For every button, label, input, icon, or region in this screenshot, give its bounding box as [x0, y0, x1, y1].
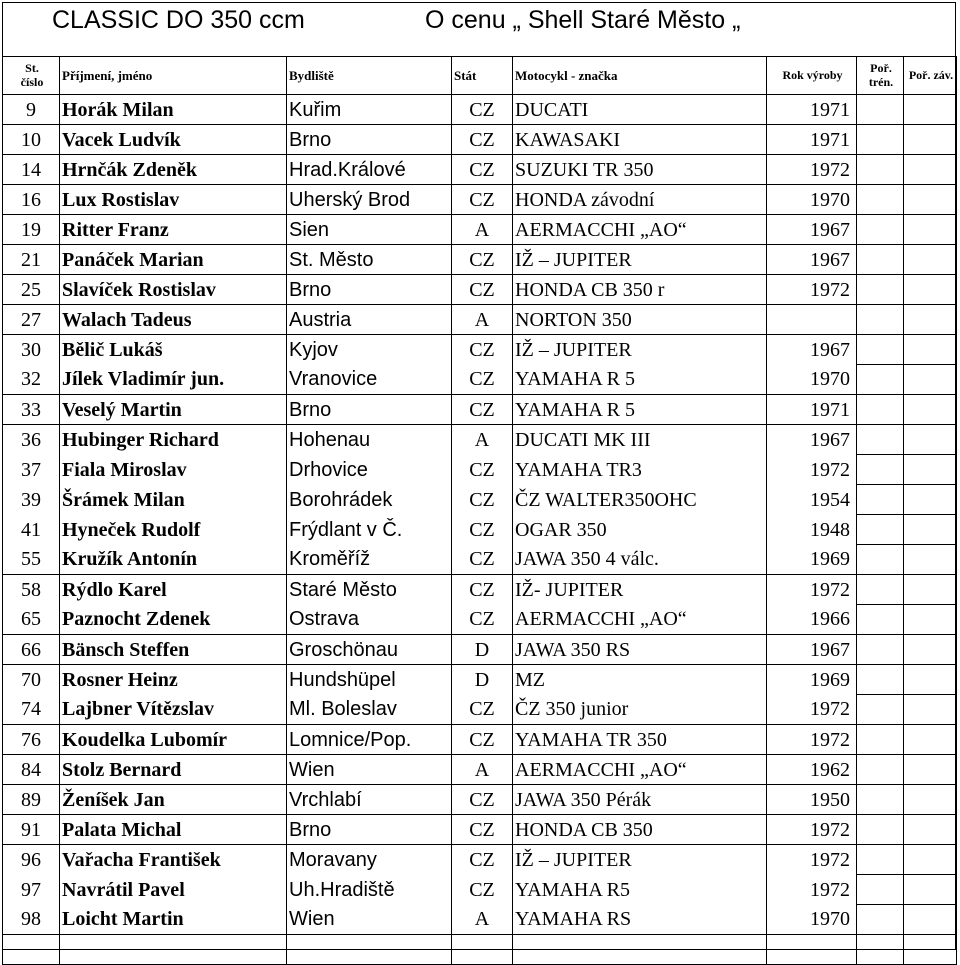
- col-header-city: Bydliště: [287, 57, 452, 95]
- production-year: 1970: [767, 365, 857, 395]
- training-order: [857, 875, 904, 905]
- motorcycle-brand: ČZ 350 junior: [513, 695, 767, 725]
- training-order: [857, 185, 904, 215]
- rider-city: Groschönau: [287, 635, 452, 665]
- race-order: [904, 95, 957, 125]
- entry-number: 98: [3, 905, 60, 935]
- rider-state: CZ: [452, 125, 513, 155]
- table-row: [3, 395, 957, 425]
- rider-city: Vranovice: [287, 365, 452, 395]
- motorcycle-brand: NORTON 350: [513, 305, 767, 335]
- production-year: 1972: [767, 815, 857, 845]
- rider-name: Lux Rostislav: [60, 185, 287, 215]
- rider-city: Moravany: [287, 845, 452, 875]
- training-order: [857, 605, 904, 635]
- rider-state: CZ: [452, 785, 513, 815]
- race-order: [904, 575, 957, 605]
- table-row: [3, 785, 957, 815]
- entry-number: 25: [3, 275, 60, 305]
- col-header-race-order: Poř. záv.: [904, 57, 957, 95]
- race-order: [904, 395, 957, 425]
- table-row: [3, 725, 957, 755]
- motorcycle-brand: HONDA CB 350 r: [513, 275, 767, 305]
- production-year: [767, 305, 857, 335]
- rider-name: Walach Tadeus: [60, 305, 287, 335]
- training-order: [857, 695, 904, 725]
- race-order: [904, 785, 957, 815]
- production-year: 1972: [767, 725, 857, 755]
- rider-name: Vařacha František: [60, 845, 287, 875]
- rider-name: Vacek Ludvík: [60, 125, 287, 155]
- rider-state: A: [452, 425, 513, 455]
- race-order: [904, 455, 957, 485]
- table-row: [3, 125, 957, 155]
- table-row: [3, 245, 957, 275]
- training-order: [857, 125, 904, 155]
- empty-cell: [904, 935, 957, 965]
- rider-name: Hrnčák Zdeněk: [60, 155, 287, 185]
- training-order: [857, 725, 904, 755]
- race-order: [904, 605, 957, 635]
- race-order: [904, 245, 957, 275]
- rider-name: Rýdlo Karel: [60, 575, 287, 605]
- motorcycle-brand: DUCATI MK III: [513, 425, 767, 455]
- col-header-state: Stát: [452, 57, 513, 95]
- table-row: [3, 815, 957, 845]
- rider-name: Kružík Antonín: [60, 545, 287, 575]
- training-order: [857, 365, 904, 395]
- table-row: [3, 605, 957, 635]
- empty-cell: [857, 935, 904, 965]
- table-row: [3, 275, 957, 305]
- training-order: [857, 215, 904, 245]
- motorcycle-brand: YAMAHA RS: [513, 905, 767, 935]
- rider-state: CZ: [452, 545, 513, 575]
- empty-cell: [60, 935, 287, 965]
- race-order: [904, 305, 957, 335]
- rider-state: CZ: [452, 845, 513, 875]
- entry-number: 37: [3, 455, 60, 485]
- rider-name: Jílek Vladimír jun.: [60, 365, 287, 395]
- training-order: [857, 545, 904, 575]
- training-order: [857, 665, 904, 695]
- rider-name: Lajbner Vítězslav: [60, 695, 287, 725]
- entry-number: 21: [3, 245, 60, 275]
- training-order: [857, 455, 904, 485]
- table-row: [3, 95, 957, 125]
- motorcycle-brand: OGAR 350: [513, 515, 767, 545]
- rider-state: A: [452, 305, 513, 335]
- training-order: [857, 245, 904, 275]
- rider-city: Brno: [287, 395, 452, 425]
- motorcycle-brand: DUCATI: [513, 95, 767, 125]
- race-order: [904, 725, 957, 755]
- rider-state: CZ: [452, 695, 513, 725]
- rider-state: CZ: [452, 455, 513, 485]
- empty-cell: [3, 935, 60, 965]
- rider-city: Borohrádek: [287, 485, 452, 515]
- production-year: 1962: [767, 755, 857, 785]
- table-row: [3, 665, 957, 695]
- rider-city: Brno: [287, 275, 452, 305]
- rider-name: Rosner Heinz: [60, 665, 287, 695]
- training-order: [857, 755, 904, 785]
- race-order: [904, 875, 957, 905]
- motorcycle-brand: AERMACCHI „AO“: [513, 605, 767, 635]
- table-row-empty: [3, 935, 957, 965]
- motorcycle-brand: IŽ – JUPITER: [513, 245, 767, 275]
- race-order: [904, 635, 957, 665]
- rider-name: Loicht Martin: [60, 905, 287, 935]
- entry-number: 84: [3, 755, 60, 785]
- rider-city: Staré Město: [287, 575, 452, 605]
- rider-name: Bänsch Steffen: [60, 635, 287, 665]
- table-row: [3, 545, 957, 575]
- production-year: 1972: [767, 155, 857, 185]
- production-year: 1967: [767, 635, 857, 665]
- class-title: CLASSIC DO 350 ccm: [52, 6, 305, 34]
- table-row: [3, 905, 957, 935]
- production-year: 1971: [767, 395, 857, 425]
- production-year: 1950: [767, 785, 857, 815]
- production-year: 1970: [767, 185, 857, 215]
- production-year: 1972: [767, 875, 857, 905]
- entry-number: 89: [3, 785, 60, 815]
- entry-number: 97: [3, 875, 60, 905]
- production-year: 1967: [767, 425, 857, 455]
- production-year: 1969: [767, 545, 857, 575]
- motorcycle-brand: ČZ WALTER350OHC: [513, 485, 767, 515]
- table-row: [3, 695, 957, 725]
- rider-state: CZ: [452, 185, 513, 215]
- race-order: [904, 335, 957, 365]
- table-row: [3, 425, 957, 455]
- col-header-training-order: Poř. trén.: [857, 57, 904, 95]
- motorcycle-brand: JAWA 350 Pérák: [513, 785, 767, 815]
- motorcycle-brand: HONDA závodní: [513, 185, 767, 215]
- production-year: 1972: [767, 695, 857, 725]
- table-row: [3, 455, 957, 485]
- rider-city: St. Město: [287, 245, 452, 275]
- col-header-name: Příjmení, jméno: [60, 57, 287, 95]
- rider-state: CZ: [452, 605, 513, 635]
- production-year: 1967: [767, 335, 857, 365]
- col-header-year: Rok výroby: [767, 57, 857, 95]
- rider-state: CZ: [452, 485, 513, 515]
- entry-number: 41: [3, 515, 60, 545]
- race-order: [904, 545, 957, 575]
- race-order: [904, 155, 957, 185]
- production-year: 1970: [767, 905, 857, 935]
- training-order: [857, 575, 904, 605]
- rider-state: CZ: [452, 365, 513, 395]
- rider-state: CZ: [452, 815, 513, 845]
- training-order: [857, 845, 904, 875]
- motorcycle-brand: IŽ- JUPITER: [513, 575, 767, 605]
- rider-city: Ostrava: [287, 605, 452, 635]
- race-order: [904, 485, 957, 515]
- production-year: 1967: [767, 245, 857, 275]
- table-row: [3, 485, 957, 515]
- training-order: [857, 485, 904, 515]
- rider-name: Koudelka Lubomír: [60, 725, 287, 755]
- entry-number: 19: [3, 215, 60, 245]
- motorcycle-brand: SUZUKI TR 350: [513, 155, 767, 185]
- rider-state: CZ: [452, 575, 513, 605]
- entry-number: 39: [3, 485, 60, 515]
- training-order: [857, 275, 904, 305]
- table-row: [3, 515, 957, 545]
- rider-state: CZ: [452, 335, 513, 365]
- col-header-motorcycle: Motocykl - značka: [513, 57, 767, 95]
- training-order: [857, 785, 904, 815]
- table-row: [3, 155, 957, 185]
- training-order: [857, 905, 904, 935]
- rider-state: CZ: [452, 515, 513, 545]
- rider-name: Ženíšek Jan: [60, 785, 287, 815]
- race-order: [904, 275, 957, 305]
- empty-cell: [767, 935, 857, 965]
- rider-name: Hubinger Richard: [60, 425, 287, 455]
- rider-state: CZ: [452, 155, 513, 185]
- rider-name: Stolz Bernard: [60, 755, 287, 785]
- rider-state: CZ: [452, 95, 513, 125]
- training-order: [857, 515, 904, 545]
- motorcycle-brand: YAMAHA TR 350: [513, 725, 767, 755]
- rider-state: A: [452, 215, 513, 245]
- entry-number: 32: [3, 365, 60, 395]
- production-year: 1971: [767, 95, 857, 125]
- race-order: [904, 125, 957, 155]
- rider-state: CZ: [452, 275, 513, 305]
- rider-city: Austria: [287, 305, 452, 335]
- motorcycle-brand: JAWA 350 RS: [513, 635, 767, 665]
- entry-table: [2, 56, 957, 965]
- entry-number: 58: [3, 575, 60, 605]
- entry-number: 96: [3, 845, 60, 875]
- motorcycle-brand: YAMAHA R 5: [513, 365, 767, 395]
- production-year: 1972: [767, 845, 857, 875]
- rider-city: Hundshüpel: [287, 665, 452, 695]
- rider-city: Uherský Brod: [287, 185, 452, 215]
- entry-number: 70: [3, 665, 60, 695]
- rider-city: Ml. Boleslav: [287, 695, 452, 725]
- rider-city: Lomnice/Pop.: [287, 725, 452, 755]
- race-order: [904, 515, 957, 545]
- race-order: [904, 755, 957, 785]
- entry-number: 36: [3, 425, 60, 455]
- empty-cell: [287, 935, 452, 965]
- col-header-number: St. číslo: [3, 57, 60, 95]
- entry-number: 76: [3, 725, 60, 755]
- rider-name: Panáček Marian: [60, 245, 287, 275]
- production-year: 1972: [767, 275, 857, 305]
- rider-name: Horák Milan: [60, 95, 287, 125]
- rider-name: Navrátil Pavel: [60, 875, 287, 905]
- entry-number: 30: [3, 335, 60, 365]
- empty-cell: [452, 935, 513, 965]
- entry-number: 27: [3, 305, 60, 335]
- rider-name: Ritter Franz: [60, 215, 287, 245]
- table-row: [3, 335, 957, 365]
- race-title: O cenu „ Shell Staré Město „: [425, 6, 741, 34]
- training-order: [857, 395, 904, 425]
- entry-number: 14: [3, 155, 60, 185]
- rider-state: CZ: [452, 245, 513, 275]
- rider-city: Kyjov: [287, 335, 452, 365]
- table-row: [3, 575, 957, 605]
- motorcycle-brand: IŽ – JUPITER: [513, 335, 767, 365]
- entry-number: 91: [3, 815, 60, 845]
- training-order: [857, 815, 904, 845]
- production-year: 1967: [767, 215, 857, 245]
- race-order: [904, 185, 957, 215]
- production-year: 1971: [767, 125, 857, 155]
- rider-state: CZ: [452, 395, 513, 425]
- rider-name: Palata Michal: [60, 815, 287, 845]
- rider-name: Fiala Miroslav: [60, 455, 287, 485]
- table-row: [3, 365, 957, 395]
- empty-cell: [513, 935, 767, 965]
- entry-number: 33: [3, 395, 60, 425]
- race-order: [904, 665, 957, 695]
- entry-number: 9: [3, 95, 60, 125]
- motorcycle-brand: YAMAHA TR3: [513, 455, 767, 485]
- rider-city: Vrchlabí: [287, 785, 452, 815]
- motorcycle-brand: YAMAHA R 5: [513, 395, 767, 425]
- training-order: [857, 305, 904, 335]
- rider-name: Slavíček Rostislav: [60, 275, 287, 305]
- rider-city: Hohenau: [287, 425, 452, 455]
- rider-city: Frýdlant v Č.: [287, 515, 452, 545]
- motorcycle-brand: YAMAHA R5: [513, 875, 767, 905]
- training-order: [857, 635, 904, 665]
- table-row: [3, 875, 957, 905]
- table-row: [3, 185, 957, 215]
- table-row: [3, 215, 957, 245]
- rider-city: Wien: [287, 905, 452, 935]
- race-order: [904, 845, 957, 875]
- training-order: [857, 425, 904, 455]
- rider-city: Brno: [287, 125, 452, 155]
- training-order: [857, 335, 904, 365]
- rider-state: CZ: [452, 875, 513, 905]
- race-order: [904, 815, 957, 845]
- motorcycle-brand: KAWASAKI: [513, 125, 767, 155]
- table-row: [3, 635, 957, 665]
- rider-name: Šrámek Milan: [60, 485, 287, 515]
- entry-number: 10: [3, 125, 60, 155]
- race-order: [904, 365, 957, 395]
- motorcycle-brand: AERMACCHI „AO“: [513, 755, 767, 785]
- race-order: [904, 905, 957, 935]
- rider-city: Hrad.Králové: [287, 155, 452, 185]
- rider-city: Kuřim: [287, 95, 452, 125]
- entry-number: 16: [3, 185, 60, 215]
- entry-number: 65: [3, 605, 60, 635]
- rider-state: D: [452, 665, 513, 695]
- rider-city: Sien: [287, 215, 452, 245]
- rider-city: Kroměříž: [287, 545, 452, 575]
- table-header-row: [3, 57, 957, 95]
- rider-city: Drhovice: [287, 455, 452, 485]
- rider-name: Paznocht Zdenek: [60, 605, 287, 635]
- race-order: [904, 215, 957, 245]
- production-year: 1948: [767, 515, 857, 545]
- table-row: [3, 305, 957, 335]
- rider-city: Brno: [287, 815, 452, 845]
- table-row: [3, 755, 957, 785]
- race-order: [904, 425, 957, 455]
- entry-number: 66: [3, 635, 60, 665]
- training-order: [857, 155, 904, 185]
- rider-name: Veselý Martin: [60, 395, 287, 425]
- training-order: [857, 95, 904, 125]
- rider-city: Wien: [287, 755, 452, 785]
- motorcycle-brand: AERMACCHI „AO“: [513, 215, 767, 245]
- race-order: [904, 695, 957, 725]
- production-year: 1972: [767, 575, 857, 605]
- rider-state: A: [452, 905, 513, 935]
- rider-name: Bělič Lukáš: [60, 335, 287, 365]
- entry-number: 74: [3, 695, 60, 725]
- motorcycle-brand: MZ: [513, 665, 767, 695]
- production-year: 1966: [767, 605, 857, 635]
- rider-state: D: [452, 635, 513, 665]
- entry-number: 55: [3, 545, 60, 575]
- motorcycle-brand: IŽ – JUPITER: [513, 845, 767, 875]
- rider-name: Hyneček Rudolf: [60, 515, 287, 545]
- motorcycle-brand: HONDA CB 350: [513, 815, 767, 845]
- production-year: 1972: [767, 455, 857, 485]
- motorcycle-brand: JAWA 350 4 válc.: [513, 545, 767, 575]
- rider-state: CZ: [452, 725, 513, 755]
- production-year: 1954: [767, 485, 857, 515]
- table-row: [3, 845, 957, 875]
- production-year: 1969: [767, 665, 857, 695]
- rider-state: A: [452, 755, 513, 785]
- rider-city: Uh.Hradiště: [287, 875, 452, 905]
